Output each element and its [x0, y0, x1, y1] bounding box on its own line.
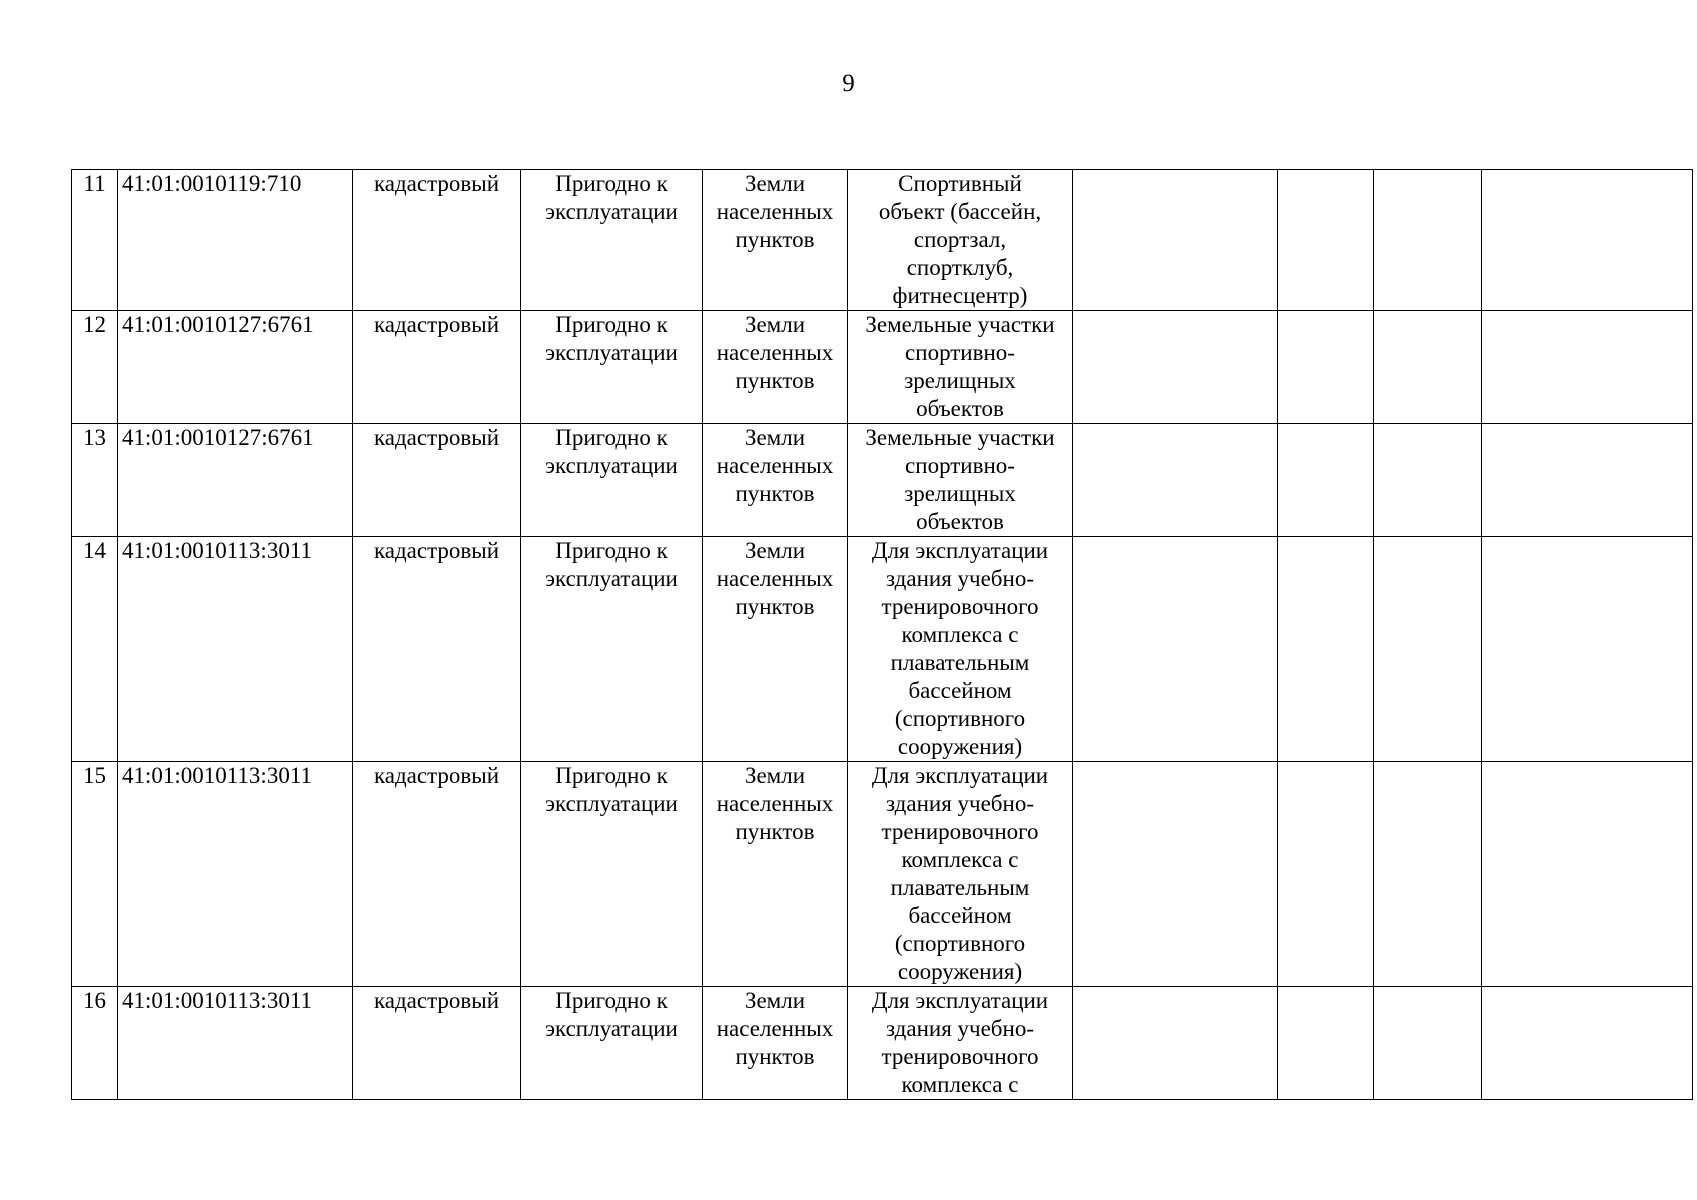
- empty-cell: [1482, 311, 1693, 424]
- condition: Пригодно к эксплуатации: [521, 987, 703, 1100]
- land-category: Земли населенных пунктов: [703, 170, 848, 311]
- condition: Пригодно к эксплуатации: [521, 424, 703, 537]
- empty-cell: [1374, 311, 1482, 424]
- empty-cell: [1374, 987, 1482, 1100]
- permitted-use: Земельные участки спортивно- зрелищных объектов: [848, 311, 1073, 424]
- table-row: [72, 987, 1693, 1100]
- empty-cell: [1374, 170, 1482, 311]
- cadastral-number: 41:01:0010113:3011: [118, 537, 353, 762]
- permitted-use: Для эксплуатации здания учебно- тренировочного комплекса с: [848, 987, 1073, 1100]
- cadastral-number: 41:01:0010119:710: [118, 170, 353, 311]
- table-row: [72, 311, 1693, 424]
- empty-cell: [1278, 537, 1374, 762]
- land-category: Земли населенных пунктов: [703, 987, 848, 1100]
- condition: Пригодно к эксплуатации: [521, 762, 703, 987]
- row-number: 14: [72, 537, 118, 762]
- cadastral-number: 41:01:0010113:3011: [118, 762, 353, 987]
- empty-cell: [1374, 424, 1482, 537]
- table-row: [72, 537, 1693, 762]
- cadastral-number: 41:01:0010127:6761: [118, 424, 353, 537]
- cadastral-number: 41:01:0010113:3011: [118, 987, 353, 1100]
- condition: Пригодно к эксплуатации: [521, 170, 703, 311]
- condition: Пригодно к эксплуатации: [521, 311, 703, 424]
- empty-cell: [1278, 311, 1374, 424]
- condition: Пригодно к эксплуатации: [521, 537, 703, 762]
- number-type: кадастровый: [353, 311, 521, 424]
- empty-cell: [1073, 762, 1278, 987]
- permitted-use: Для эксплуатации здания учебно- тренировочного комплекса с плавательным бассейном (спортивного сооружения): [848, 537, 1073, 762]
- number-type: кадастровый: [353, 762, 521, 987]
- empty-cell: [1073, 311, 1278, 424]
- empty-cell: [1482, 424, 1693, 537]
- table-row: [72, 170, 1693, 311]
- row-number: 13: [72, 424, 118, 537]
- row-number: 16: [72, 987, 118, 1100]
- row-number: 15: [72, 762, 118, 987]
- empty-cell: [1278, 170, 1374, 311]
- land-category: Земли населенных пунктов: [703, 424, 848, 537]
- empty-cell: [1278, 987, 1374, 1100]
- cadastral-number: 41:01:0010127:6761: [118, 311, 353, 424]
- empty-cell: [1482, 987, 1693, 1100]
- row-number: 12: [72, 311, 118, 424]
- empty-cell: [1073, 537, 1278, 762]
- empty-cell: [1073, 170, 1278, 311]
- land-category: Земли населенных пунктов: [703, 311, 848, 424]
- permitted-use: Спортивный объект (бассейн, спортзал, спортклуб, фитнесцентр): [848, 170, 1073, 311]
- empty-cell: [1482, 762, 1693, 987]
- table-row: [72, 762, 1693, 987]
- land-category: Земли населенных пунктов: [703, 762, 848, 987]
- number-type: кадастровый: [353, 537, 521, 762]
- empty-cell: [1278, 762, 1374, 987]
- empty-cell: [1374, 537, 1482, 762]
- page-number: 9: [842, 70, 855, 97]
- number-type: кадастровый: [353, 170, 521, 311]
- land-category: Земли населенных пунктов: [703, 537, 848, 762]
- empty-cell: [1482, 170, 1693, 311]
- registry-table: [71, 169, 1693, 1100]
- empty-cell: [1374, 762, 1482, 987]
- table-row: [72, 424, 1693, 537]
- empty-cell: [1073, 987, 1278, 1100]
- row-number: 11: [72, 170, 118, 311]
- number-type: кадастровый: [353, 987, 521, 1100]
- empty-cell: [1073, 424, 1278, 537]
- number-type: кадастровый: [353, 424, 521, 537]
- empty-cell: [1278, 424, 1374, 537]
- permitted-use: Земельные участки спортивно- зрелищных объектов: [848, 424, 1073, 537]
- permitted-use: Для эксплуатации здания учебно- тренировочного комплекса с плавательным бассейном (спортивного сооружения): [848, 762, 1073, 987]
- empty-cell: [1482, 537, 1693, 762]
